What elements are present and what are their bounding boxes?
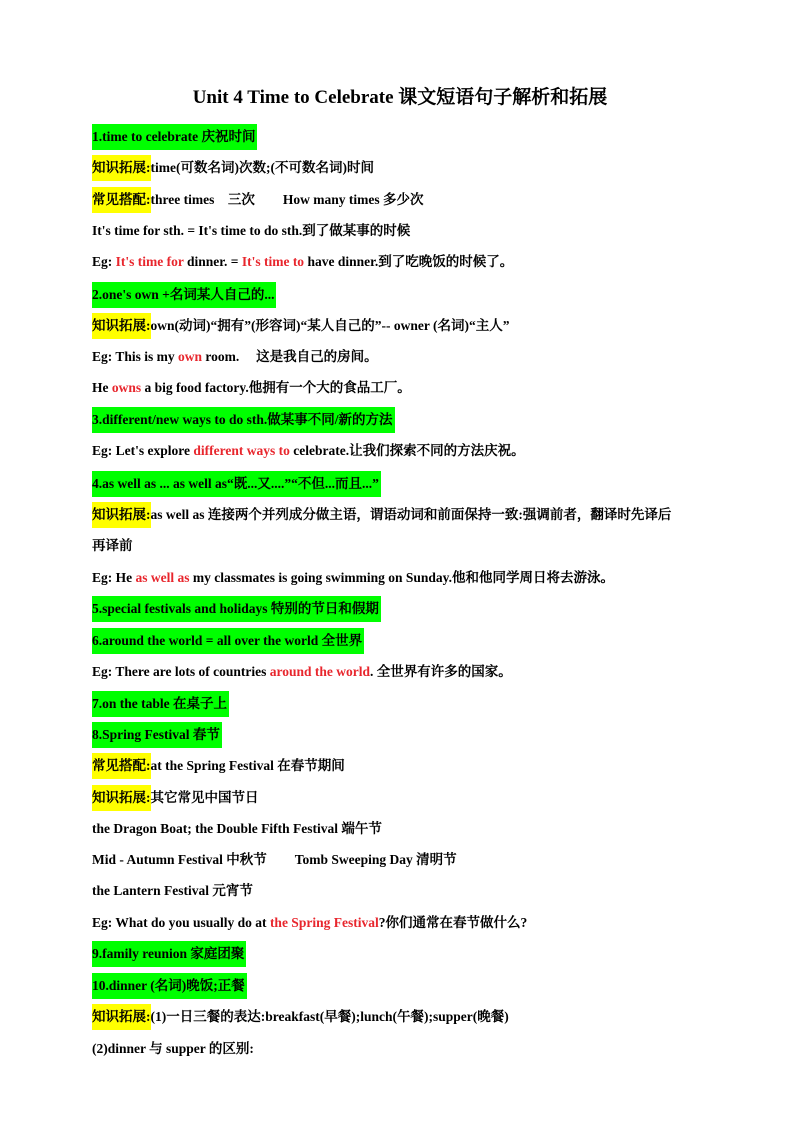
text-segment: . 全世界有许多的国家。 bbox=[370, 664, 512, 679]
text-segment: my classmates is going swimming on Sunday.他和他同学周日将去游泳。 bbox=[189, 570, 615, 585]
highlight-phrase: owns bbox=[111, 380, 142, 395]
text-line bbox=[92, 441, 525, 461]
text-segment: at the Spring Festival 在春节期间 bbox=[150, 758, 345, 773]
text-segment: Eg: This is my bbox=[92, 349, 179, 364]
text-line bbox=[92, 316, 509, 336]
text-segment: (1)一日三餐的表达:breakfast(早餐);lunch(午餐);supper(晚餐) bbox=[150, 1009, 509, 1024]
section-heading: 10.dinner (名词)晚饭;正餐 bbox=[92, 973, 247, 999]
text-segment: He bbox=[92, 380, 112, 395]
highlight-phrase: own bbox=[178, 349, 203, 364]
section-heading: 1.time to celebrate 庆祝时间 bbox=[92, 124, 257, 150]
text-segment: Eg: He bbox=[92, 570, 136, 585]
label-tag: 常见搭配: bbox=[92, 187, 151, 213]
text-line bbox=[92, 252, 513, 272]
text-segment: own(动词)“拥有”(形容词)“某人自己的”-- owner (名词)“主人” bbox=[150, 318, 510, 333]
text-segment: Eg: What do you usually do at bbox=[92, 915, 270, 930]
text-line bbox=[92, 410, 395, 430]
text-line bbox=[92, 1007, 509, 1027]
text-line bbox=[92, 127, 257, 147]
section-heading: 5.special festivals and holidays 特别的节日和假期 bbox=[92, 596, 381, 622]
text-segment: a big food factory.他拥有一个大的食品工厂。 bbox=[141, 380, 411, 395]
text-line bbox=[92, 819, 382, 839]
section-heading: 9.family reunion 家庭团聚 bbox=[92, 941, 246, 967]
text-line bbox=[92, 378, 411, 398]
text-segment: dinner. = bbox=[183, 254, 242, 269]
highlight-phrase: It's time for bbox=[115, 254, 184, 269]
text-segment: ?你们通常在春节做什么? bbox=[378, 915, 528, 930]
text-line bbox=[92, 725, 222, 745]
text-segment: 其它常见中国节日 bbox=[150, 790, 259, 805]
text-line bbox=[92, 788, 259, 808]
text-segment: as well as 连接两个并列成分做主语，谓语动词和前面保持一致:强调前者，翻译时先译后 bbox=[150, 507, 672, 522]
text-line bbox=[92, 631, 364, 651]
label-tag: 知识拓展: bbox=[92, 313, 151, 339]
text-segment: the Dragon Boat; the Double Fifth Festival 端午节 bbox=[92, 821, 382, 836]
text-line bbox=[92, 976, 247, 996]
page-title: Unit 4 Time to Celebrate 课文短语句子解析和拓展 bbox=[192, 87, 608, 108]
text-segment: How many times 多少次 bbox=[282, 192, 424, 207]
text-segment: It's time for sth. = It's time to do sth.到了做某事的时候 bbox=[92, 223, 411, 238]
text-line bbox=[92, 662, 512, 682]
text-line bbox=[92, 944, 246, 964]
section-heading: 6.around the world = all over the world 全世界 bbox=[92, 628, 364, 654]
text-segment: (2)dinner 与 supper 的区别: bbox=[92, 1041, 254, 1056]
highlight-phrase: around the world bbox=[269, 664, 371, 679]
text-line bbox=[92, 347, 378, 367]
text-line bbox=[92, 881, 253, 901]
section-heading: 8.Spring Festival 春节 bbox=[92, 722, 222, 748]
text-line bbox=[92, 1039, 254, 1059]
text-segment: time(可数名词)次数;(不可数名词)时间 bbox=[150, 160, 374, 175]
text-line bbox=[92, 190, 423, 210]
text-segment: the Lantern Festival 元宵节 bbox=[92, 883, 253, 898]
text-line bbox=[92, 756, 345, 776]
highlight-phrase: different ways to bbox=[193, 443, 290, 458]
text-segment: room. 这是我自己的房间。 bbox=[202, 349, 378, 364]
text-line bbox=[92, 913, 527, 933]
highlight-phrase: as well as bbox=[135, 570, 190, 585]
highlight-phrase: It's time to bbox=[241, 254, 305, 269]
text-line bbox=[92, 505, 671, 525]
text-segment: three times 三次 bbox=[150, 192, 255, 207]
text-segment: Eg: bbox=[92, 254, 116, 269]
highlight-phrase: the Spring Festival bbox=[269, 915, 379, 930]
text-segment: Eg: Let's explore bbox=[92, 443, 194, 458]
section-heading: 3.different/new ways to do sth.做某事不同/新的方法 bbox=[92, 407, 395, 433]
label-tag: 知识拓展: bbox=[92, 785, 151, 811]
text-segment: Eg: There are lots of countries bbox=[92, 664, 270, 679]
text-line bbox=[92, 474, 381, 494]
label-tag: 知识拓展: bbox=[92, 502, 151, 528]
text-segment: have dinner.到了吃晚饭的时候了。 bbox=[304, 254, 514, 269]
text-line bbox=[92, 158, 374, 178]
text-line bbox=[92, 221, 410, 241]
text-line bbox=[92, 850, 457, 870]
text-line bbox=[92, 694, 229, 714]
section-heading: 7.on the table 在桌子上 bbox=[92, 691, 229, 717]
section-heading: 4.as well as ... as well as“既...又....”“不但...而且...” bbox=[92, 471, 381, 497]
label-tag: 知识拓展: bbox=[92, 155, 151, 181]
text-segment: Tomb Sweeping Day 清明节 bbox=[294, 852, 457, 867]
text-segment: Mid - Autumn Festival 中秋节 bbox=[92, 852, 267, 867]
text-line bbox=[92, 536, 133, 556]
label-tag: 知识拓展: bbox=[92, 1004, 151, 1030]
text-segment: 再译前 bbox=[92, 538, 133, 553]
text-line bbox=[92, 285, 276, 305]
label-tag: 常见搭配: bbox=[92, 753, 151, 779]
text-line bbox=[92, 568, 614, 588]
section-heading: 2.one's own +名词某人自己的... bbox=[92, 282, 276, 308]
text-line bbox=[92, 599, 381, 619]
text-segment: celebrate.让我们探索不同的方法庆祝。 bbox=[289, 443, 525, 458]
